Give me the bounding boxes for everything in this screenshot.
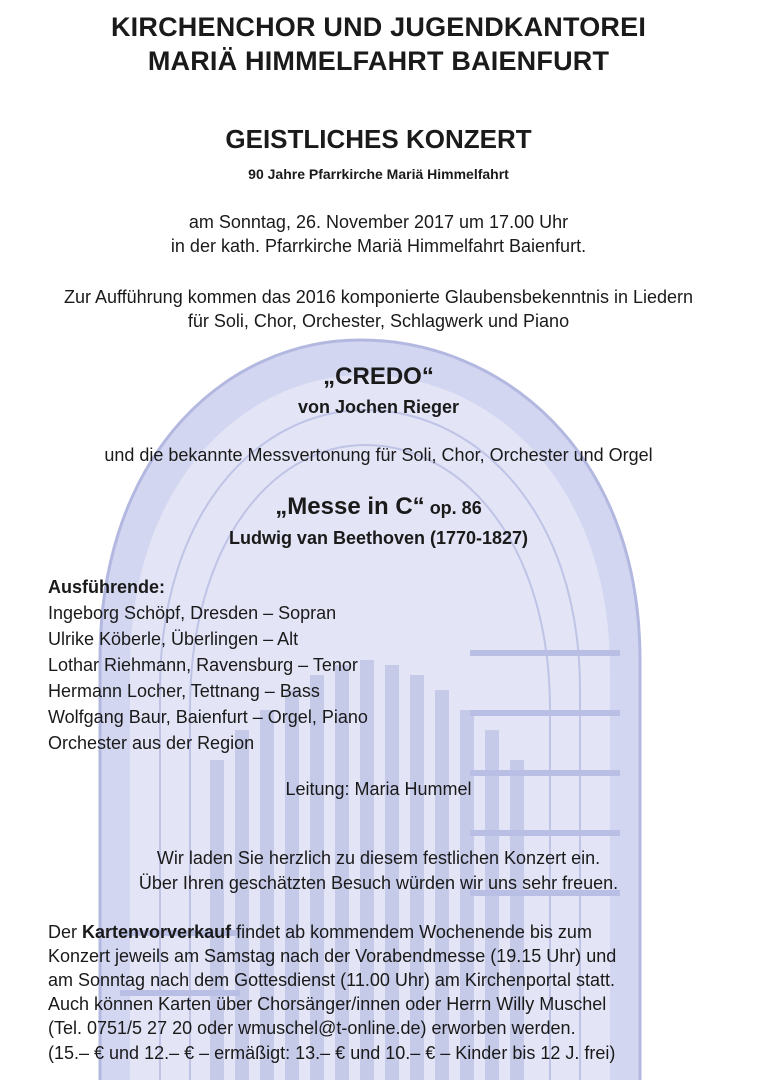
program-connector: und die bekannte Messvertonung für Soli, Chor, Orchester und Orgel bbox=[104, 445, 653, 465]
performer-item: Lothar Riehmann, Ravensburg – Tenor bbox=[48, 655, 358, 675]
tickets-line4: Auch können Karten über Chorsänger/innen oder Herrn Willy Muschel bbox=[48, 994, 607, 1014]
performer-item: Orchester aus der Region bbox=[48, 733, 255, 753]
work2-title: „Messe in C“ bbox=[275, 493, 425, 520]
choir-name-line2: MARIÄ HIMMELFAHRT BAIENFURT bbox=[147, 46, 610, 76]
conductor: Leitung: Maria Hummel bbox=[285, 779, 472, 799]
tickets-line1-pre: Der bbox=[48, 922, 83, 942]
tickets-prices: (15.– € und 12.– € – ermäßigt: 13.– € und 10.– € – Kinder bis 12 J. frei) bbox=[48, 1043, 616, 1063]
concert-location: in der kath. Pfarrkirche Mariä Himmelfahrt Baienfurt. bbox=[170, 236, 587, 256]
work2-opus: op. 86 bbox=[424, 498, 482, 518]
tickets-line3: am Sonntag nach dem Gottesdienst (11.00 Uhr) am Kirchenportal statt. bbox=[48, 970, 615, 990]
performer-item: Hermann Locher, Tettnang – Bass bbox=[48, 681, 320, 701]
choir-name-line1: KIRCHENCHOR UND JUGENDKANTOREI bbox=[110, 12, 647, 42]
tickets-line2: Konzert jeweils am Samstag nach der Vorabendmesse (19.15 Uhr) und bbox=[48, 946, 617, 966]
work2-composer: Ludwig van Beethoven (1770-1827) bbox=[228, 528, 529, 548]
concert-date: am Sonntag, 26. November 2017 um 17.00 Uhr bbox=[188, 212, 569, 232]
program-intro-line2: für Soli, Chor, Orchester, Schlagwerk und Piano bbox=[187, 311, 570, 331]
performers-heading: Ausführende: bbox=[48, 577, 165, 597]
invitation-line2: Über Ihren geschätzten Besuch würden wir uns sehr freuen. bbox=[138, 873, 619, 893]
performer-item: Ulrike Köberle, Überlingen – Alt bbox=[48, 629, 299, 649]
program-intro-line1: Zur Aufführung kommen das 2016 komponierte Glaubensbekenntnis in Liedern bbox=[63, 287, 694, 307]
performer-item: Ingeborg Schöpf, Dresden – Sopran bbox=[48, 603, 337, 623]
work1-composer: von Jochen Rieger bbox=[297, 397, 460, 417]
work2-heading bbox=[0, 493, 757, 521]
invitation-line1: Wir laden Sie herzlich zu diesem festlichen Konzert ein. bbox=[156, 848, 601, 868]
work1-title: „CREDO“ bbox=[323, 363, 434, 390]
concert-title: GEISTLICHES KONZERT bbox=[225, 124, 532, 154]
performer-item: Wolfgang Baur, Baienfurt – Orgel, Piano bbox=[48, 707, 368, 727]
tickets-contact: (Tel. 0751/5 27 20 oder wmuschel@t-online.de) erworben werden. bbox=[48, 1018, 576, 1038]
concert-subtitle: 90 Jahre Pfarrkirche Mariä Himmelfahrt bbox=[248, 166, 509, 182]
tickets-line1-post: findet ab kommendem Wochenende bis zum bbox=[231, 922, 592, 942]
tickets-keyword: Kartenvorverkauf bbox=[82, 922, 232, 942]
organ-arch-watermark bbox=[30, 330, 730, 1080]
tickets-line1 bbox=[48, 922, 592, 943]
